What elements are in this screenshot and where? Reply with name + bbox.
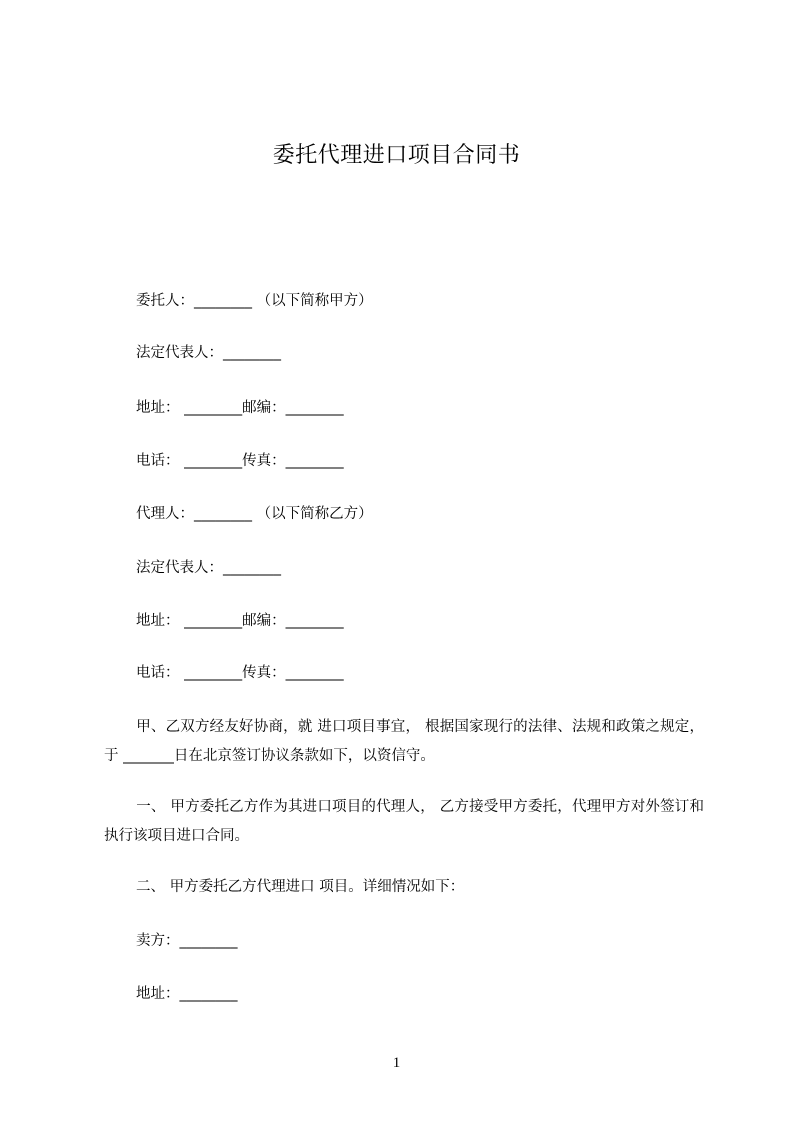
clause-2-line: 二、 甲方委托乙方代理进口 项目。详细情况如下： [136, 879, 465, 895]
party-b-address-line: 地址： ________邮编：________ [136, 613, 344, 629]
seller-line: 卖方：________ [136, 933, 238, 949]
party-a-principal-line: 委托人：________ （以下简称甲方） [136, 293, 373, 309]
seller-address-line: 地址：________ [136, 986, 238, 1002]
preamble-text: 甲、乙双方经友好协商，就 进口项目事宜， 根据国家现行的法律、法规和政策之规定，于 _______日在北京签订协议条款如下，以资信守。 [104, 719, 704, 764]
clause-1-text: 一、 甲方委托乙方作为其进口项目的代理人， 乙方接受甲方委托，代理甲方对外签订和执行该项目进口合同。 [104, 799, 704, 844]
party-b-agent-line: 代理人：________ （以下简称乙方） [136, 506, 373, 522]
party-a-address-line: 地址： ________邮编：________ [136, 400, 344, 416]
party-a-legal-rep-line: 法定代表人：________ [136, 345, 281, 361]
party-b-phone-line: 电话： ________传真：________ [136, 665, 344, 681]
page-number: 1 [392, 1055, 401, 1071]
party-a-phone-line: 电话： ________传真：________ [136, 453, 344, 469]
document-title: 委托代理进口项目合同书 [272, 143, 521, 168]
party-b-legal-rep-line: 法定代表人：________ [136, 560, 281, 576]
preamble-paragraph [104, 713, 704, 771]
clause-1-paragraph [104, 793, 704, 851]
